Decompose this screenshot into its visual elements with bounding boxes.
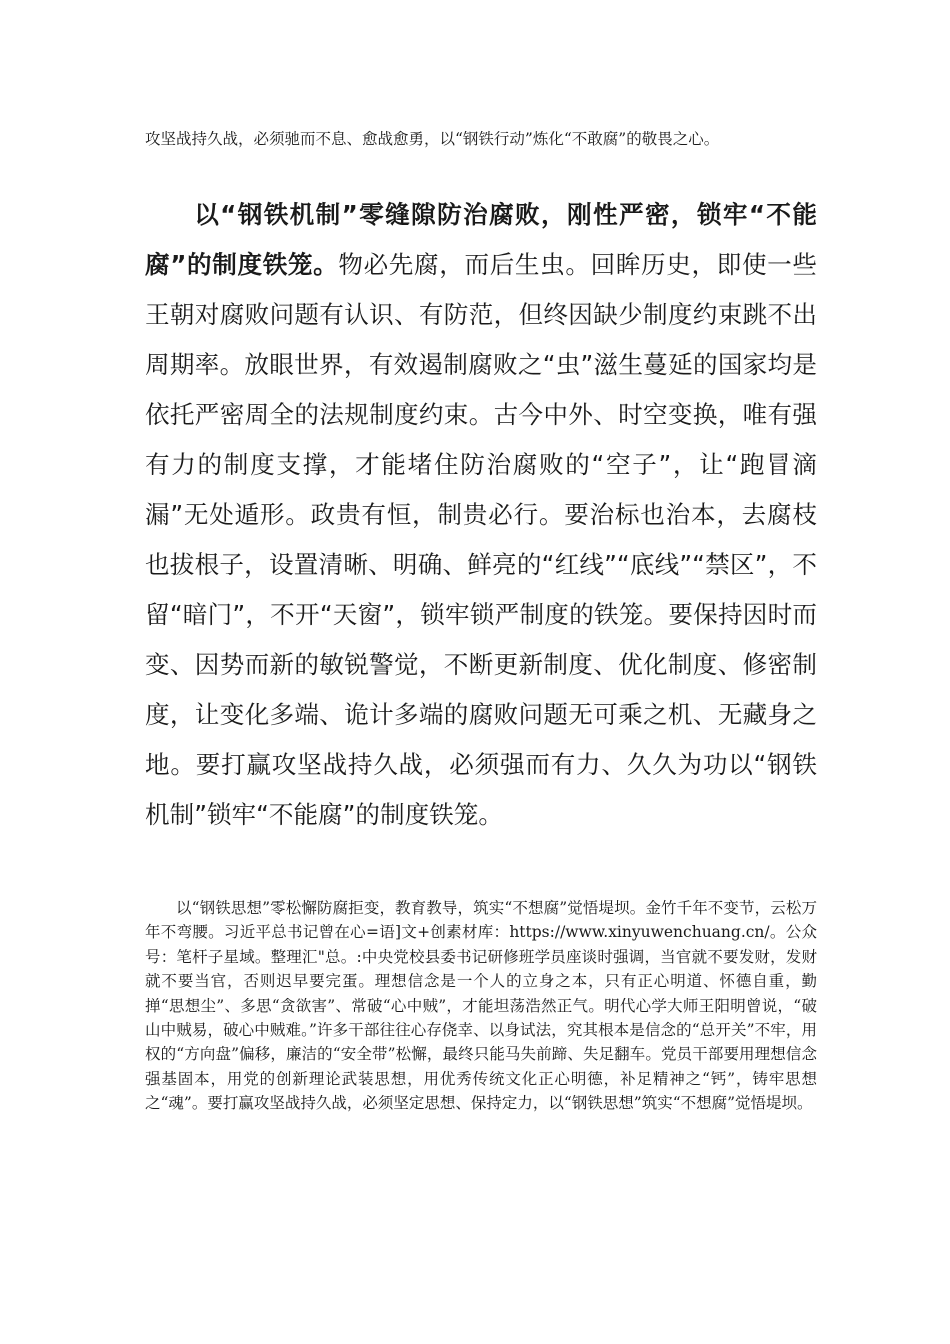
paragraph-3: 以“钢铁思想”零松懈防腐拒变，教育教导，筑实“不想腐”觉悟堤坝。金竹千年不变节，云松万年不弯腰。习近平总书记曾在心=语]文+创素材库：https://www.xinyuwenchuang.cn/。公众号：笔杆子星域。整理汇"总。:中央党校县委书记研修班学员座谈时强调，当官就不要发财，发财就不要当官，否则迟早要完蛋。理想信念是一个人的立身之本，只有正心明道、怀德自重，勤掸“思想尘”、多思“贪欲害”、常破“心中贼”，才能坦荡浩然正气。明代心学大师王阳明曾说，“破山中贼易，破心中贼难。”许多干部往往心存侥幸、以身试法，究其根本是信念的“总开关”不牢，用权的“方向盘”偏移，廉洁的“安全带”松懈，最终只能马失前蹄、失足翻车。党员干部要用理想信念强基固本，用党的创新理论武装思想，用优秀传统文化正心明德，补足精神之“钙”，铸牢思想之“魂”。要打赢攻坚战持久战，必须坚定思想、保持定力，以“钢铁思想”筑实“不想腐”觉悟堤坝。: [145, 899, 817, 1113]
paragraph-1: 攻坚战持久战，必须驰而不息、愈战愈勇，以“钢铁行动”炼化“不敢腐”的敬畏之心。: [145, 130, 720, 148]
paragraph-2-body: 物必先腐，而后生虫。回眸历史，即使一些王朝对腐败问题有认识、有防范，但终因缺少制度约束跳不出周期率。放眼世界，有效遏制腐败之“虫”滋生蔓延的国家均是依托严密周全的法规制度约束。古今中外、时空变换，唯有强有力的制度支撑，才能堵住防治腐败的“空子”，让“跑冒滴漏”无处遁形。政贵有恒，制贵必行。要治标也治本，去腐枝也拔根子，设置清晰、明确、鲜亮的“红线”“底线”“禁区”，不留“暗门”，不开“天窗”，锁牢锁严制度的铁笼。要保持因时而变、因势而新的敏锐警觉，不断更新制度、优化制度、修密制度，让变化多端、诡计多端的腐败问题无可乘之机、无藏身之地。要打赢攻坚战持久战，必须强而有力、久久为功以“钢铁机制”锁牢“不能腐”的制度铁笼。: [145, 250, 817, 829]
paragraph-2: [145, 190, 817, 840]
paragraph-2-lead: 以“钢铁机制”零缝隙防治腐败，刚性严密，锁牢“不能腐”的制度铁笼。: [145, 200, 817, 279]
